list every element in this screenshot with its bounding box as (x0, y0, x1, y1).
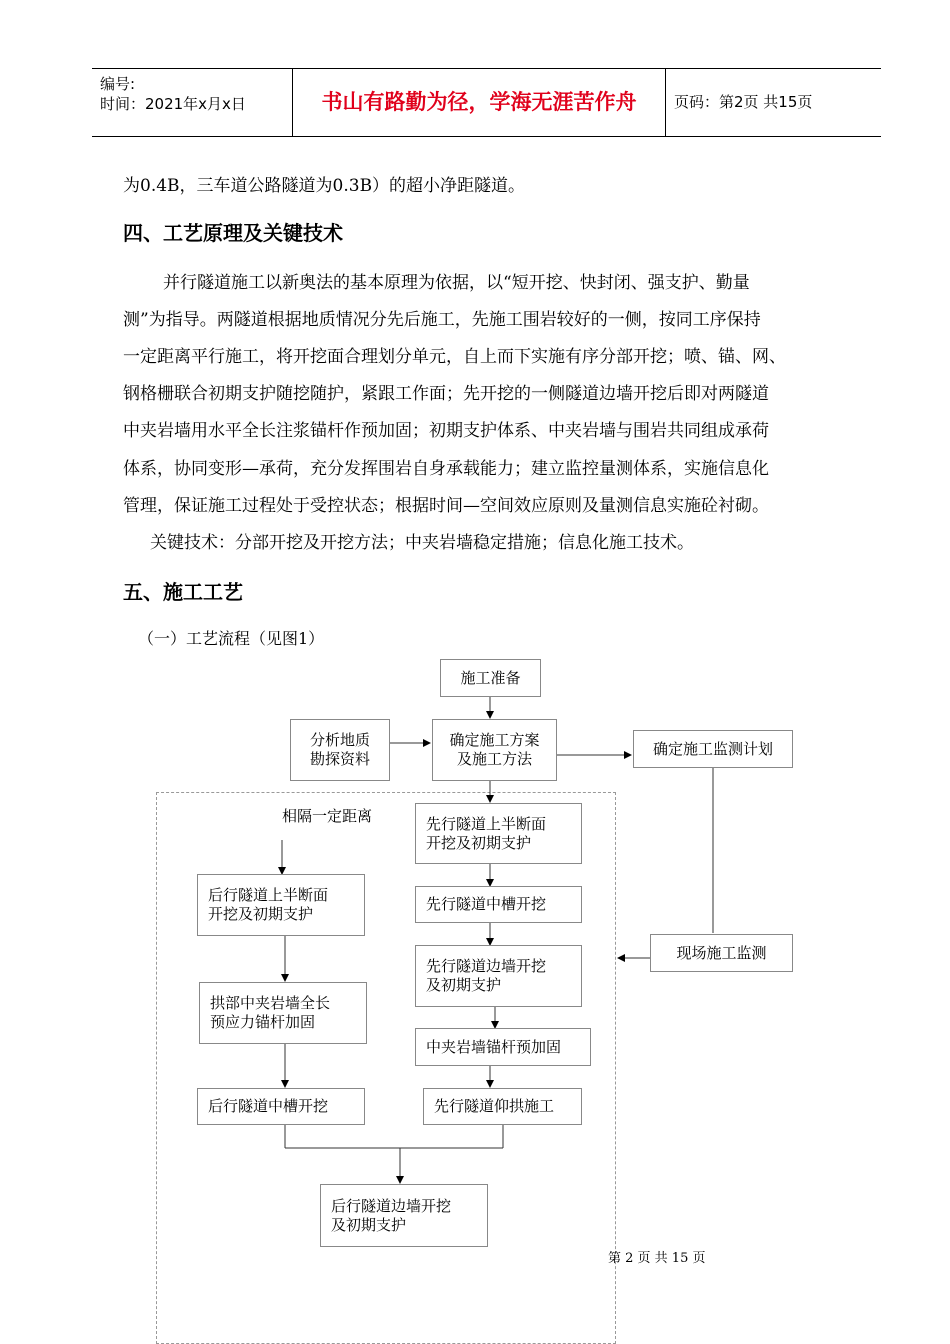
box-analyze (290, 719, 390, 781)
box-analyze-line: 勘探资料 (309, 750, 370, 768)
box-follow-wall-line: 及初期支护 (331, 1215, 407, 1234)
box-prep-label: 施工准备 (460, 668, 521, 687)
box-lead-top-line: 先行隧道上半断面 (426, 814, 547, 833)
box-plan-line: 确定施工方案 (449, 731, 540, 749)
box-monitor-plan (633, 730, 793, 768)
para1-line: 并行隧道施工以新奥法的基本原理为依据，以“短开挖、快封闭、强支护、勤量 (163, 273, 750, 293)
box-arch-line: 预应力锚杆加固 (210, 1013, 316, 1031)
box-plan-line: 及施工方法 (456, 750, 532, 768)
box-lead-mid-label: 先行隧道中槽开挖 (426, 895, 547, 913)
box-lead-invert-label: 先行隧道仰拱施工 (434, 1097, 555, 1115)
box-field-monitor (650, 934, 793, 972)
box-lead-top (415, 803, 582, 864)
box-follow-mid (197, 1088, 365, 1125)
para1-line: 体系，协同变形—承荷，充分发挥围岩自身承载能力；建立监控量测体系，实施信息化 (123, 459, 769, 479)
box-follow-wall-line: 后行隧道边墙开挖 (331, 1196, 452, 1215)
box-rock-wall-label: 中夹岩墙锚杆预加固 (426, 1037, 562, 1056)
para1-line: 一定距离平行施工，将开挖面合理划分单元，自上而下实施有序分部开挖；喷、锚、网、 (123, 347, 786, 367)
para1-line: 测”为指导。两隧道根据地质情况分先后施工，先施工围岩较好的一侧，按同工序保持 (123, 310, 761, 330)
header-page-info: 页码：第2页 共15页 (674, 93, 813, 111)
distance-label: 相隔一定距离 (282, 807, 373, 825)
box-follow-top-line: 后行隧道上半断面 (208, 886, 329, 904)
key-tech-line: 关键技术：分部开挖及开挖方法；中夹岩墙稳定措施；信息化施工技术。 (150, 533, 694, 553)
box-rock-wall (415, 1028, 591, 1066)
box-lead-wall (415, 945, 582, 1007)
box-monitor-plan-label: 确定施工监测计划 (652, 739, 773, 758)
section5-title: 五、施工工艺 (123, 580, 243, 604)
number-label: 编号: (100, 75, 136, 93)
box-follow-top-line: 开挖及初期支护 (208, 905, 314, 923)
box-lead-wall-line: 先行隧道边墙开挖 (426, 957, 547, 975)
box-follow-mid-label: 后行隧道中槽开挖 (208, 1097, 329, 1115)
box-lead-invert (423, 1088, 582, 1125)
para1-line: 管理，保证施工过程处于受控状态；根据时间—空间效应原则及量测信息实施砼衬砌。 (123, 496, 769, 516)
time-label: 时间：2021年x月x日 (100, 95, 246, 113)
section4-title: 四、工艺原理及关键技术 (123, 221, 343, 245)
box-plan (432, 719, 557, 781)
para1-line: 中夹岩墙用水平全长注浆锚杆作预加固；初期支护体系、中夹岩墙与围岩共同组成承荷 (123, 421, 769, 441)
continued-line: 为0.4B，三车道公路隧道为0.3B）的超小净距隧道。 (123, 176, 526, 196)
box-lead-wall-line: 及初期支护 (426, 976, 502, 994)
header-motto: 书山有路勤为径，学海无涯苦作舟 (293, 69, 666, 136)
para1-line: 钢格栅联合初期支护随挖随护，紧跟工作面；先开挖的一侧隧道边墙开挖后即对两隧道 (123, 384, 769, 404)
box-arch (199, 982, 367, 1044)
box-analyze-line: 分析地质 (309, 731, 370, 749)
sub1-title: （一）工艺流程（见图1） (138, 629, 325, 648)
box-lead-mid (415, 886, 582, 923)
box-follow-top (197, 874, 365, 936)
box-lead-top-line: 开挖及初期支护 (426, 833, 532, 852)
box-field-monitor-label: 现场施工监测 (676, 943, 767, 962)
page-footer: 第 2 页 共 15 页 (608, 1251, 706, 1266)
box-prep (440, 659, 541, 697)
box-follow-wall (320, 1184, 488, 1247)
box-arch-line: 拱部中夹岩墙全长 (210, 994, 331, 1012)
